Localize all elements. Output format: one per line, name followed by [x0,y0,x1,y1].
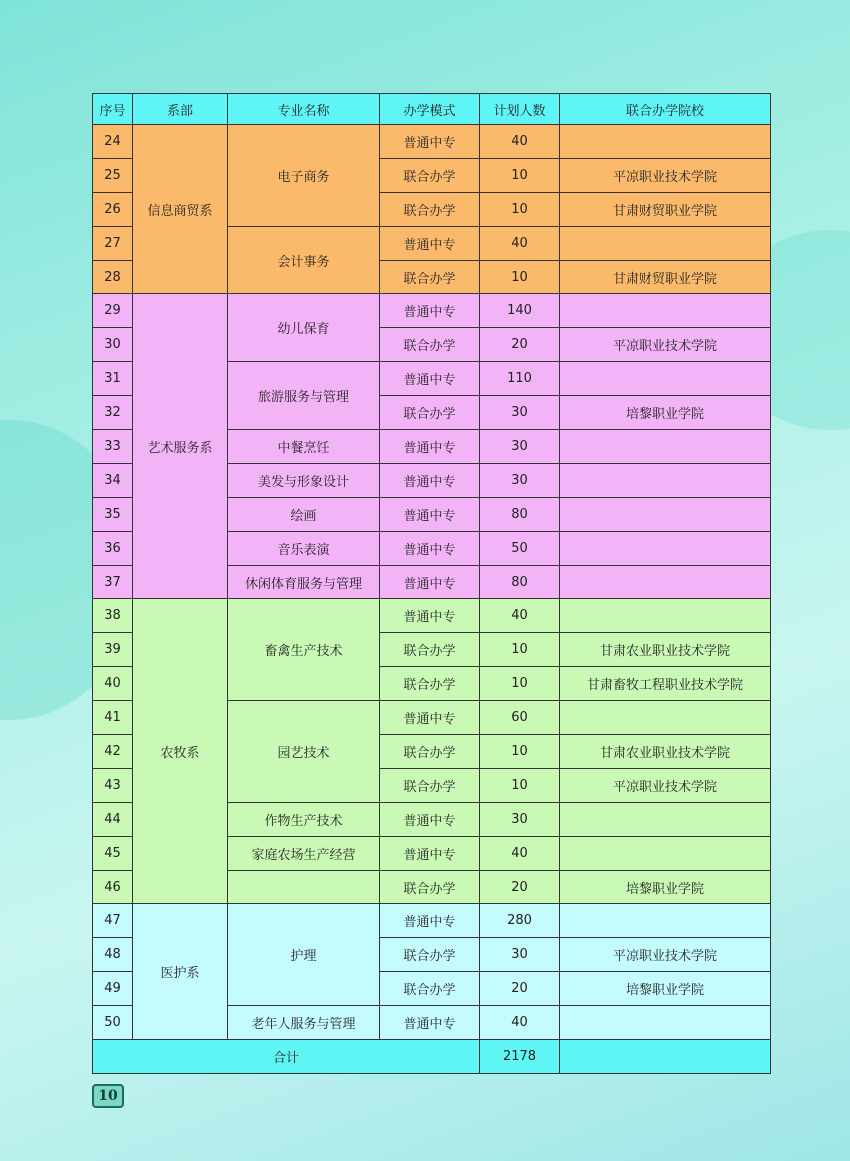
count-cell: 30 [480,938,560,972]
major-cell-empty [228,870,380,904]
total-count: 2178 [480,1040,560,1074]
partner-cell [560,599,771,633]
partner-cell: 甘肃农业职业技术学院 [560,633,771,667]
major-cell: 畜禽生产技术 [228,599,380,701]
count-cell: 10 [480,192,560,226]
count-cell: 20 [480,972,560,1006]
count-cell: 10 [480,667,560,701]
mode-cell: 联合办学 [380,158,480,192]
enrollment-plan-table [92,93,771,1074]
major-cell: 幼儿保育 [228,294,380,362]
major-cell: 休闲体育服务与管理 [228,565,380,599]
count-cell: 10 [480,735,560,769]
count-cell: 60 [480,701,560,735]
partner-cell [560,531,771,565]
header-cell: 序号 [93,94,133,125]
mode-cell: 普通中专 [380,226,480,260]
header-cell: 办学模式 [380,94,480,125]
row-number: 42 [93,735,133,769]
major-cell: 护理 [228,904,380,1006]
count-cell: 10 [480,260,560,294]
partner-cell [560,430,771,464]
major-cell: 绘画 [228,497,380,531]
partner-cell: 培黎职业学院 [560,396,771,430]
row-number: 31 [93,362,133,396]
count-cell: 280 [480,904,560,938]
count-cell: 40 [480,836,560,870]
mode-cell: 联合办学 [380,768,480,802]
total-label: 合计 [93,1040,480,1074]
row-number: 35 [93,497,133,531]
row-number: 37 [93,565,133,599]
mode-cell: 联合办学 [380,633,480,667]
partner-cell [560,362,771,396]
major-cell: 老年人服务与管理 [228,1006,380,1040]
count-cell: 80 [480,497,560,531]
count-cell: 140 [480,294,560,328]
row-number: 27 [93,226,133,260]
table-header-row [93,94,771,125]
partner-cell: 平凉职业技术学院 [560,938,771,972]
partner-cell [560,294,771,328]
partner-cell [560,565,771,599]
mode-cell: 联合办学 [380,260,480,294]
row-number: 43 [93,768,133,802]
department-cell: 农牧系 [133,599,228,904]
count-cell: 80 [480,565,560,599]
partner-cell [560,701,771,735]
mode-cell: 联合办学 [380,972,480,1006]
mode-cell: 联合办学 [380,328,480,362]
partner-cell [560,904,771,938]
department-cell: 信息商贸系 [133,125,228,294]
mode-cell: 联合办学 [380,667,480,701]
table-row [93,904,771,938]
header-cell: 系部 [133,94,228,125]
table-row [93,599,771,633]
row-number: 34 [93,463,133,497]
mode-cell: 普通中专 [380,836,480,870]
total-row [93,1040,771,1074]
row-number: 50 [93,1006,133,1040]
partner-cell: 培黎职业学院 [560,870,771,904]
partner-cell [560,497,771,531]
department-cell: 艺术服务系 [133,294,228,599]
row-number: 47 [93,904,133,938]
department-cell: 医护系 [133,904,228,1040]
count-cell: 30 [480,396,560,430]
mode-cell: 普通中专 [380,362,480,396]
partner-cell [560,463,771,497]
count-cell: 110 [480,362,560,396]
partner-cell: 甘肃农业职业技术学院 [560,735,771,769]
mode-cell: 联合办学 [380,938,480,972]
mode-cell: 普通中专 [380,463,480,497]
mode-cell: 普通中专 [380,497,480,531]
major-cell: 电子商务 [228,125,380,227]
major-cell: 音乐表演 [228,531,380,565]
partner-cell [560,125,771,159]
header-cell: 专业名称 [228,94,380,125]
count-cell: 40 [480,226,560,260]
partner-cell: 平凉职业技术学院 [560,158,771,192]
count-cell: 10 [480,158,560,192]
mode-cell: 普通中专 [380,802,480,836]
row-number: 38 [93,599,133,633]
row-number: 26 [93,192,133,226]
mode-cell: 普通中专 [380,599,480,633]
header-cell: 联合办学院校 [560,94,771,125]
row-number: 25 [93,158,133,192]
count-cell: 50 [480,531,560,565]
row-number: 32 [93,396,133,430]
mode-cell: 普通中专 [380,1006,480,1040]
mode-cell: 普通中专 [380,904,480,938]
mode-cell: 联合办学 [380,192,480,226]
count-cell: 10 [480,768,560,802]
major-cell: 旅游服务与管理 [228,362,380,430]
partner-cell: 甘肃财贸职业学院 [560,260,771,294]
mode-cell: 普通中专 [380,125,480,159]
table-row [93,125,771,159]
row-number: 29 [93,294,133,328]
total-partner [560,1040,771,1074]
mode-cell: 普通中专 [380,531,480,565]
row-number: 33 [93,430,133,464]
count-cell: 20 [480,328,560,362]
row-number: 39 [93,633,133,667]
row-number: 36 [93,531,133,565]
mode-cell: 普通中专 [380,294,480,328]
partner-cell: 培黎职业学院 [560,972,771,1006]
partner-cell [560,836,771,870]
mode-cell: 联合办学 [380,396,480,430]
row-number: 46 [93,870,133,904]
header-cell: 计划人数 [480,94,560,125]
row-number: 44 [93,802,133,836]
mode-cell: 普通中专 [380,701,480,735]
row-number: 49 [93,972,133,1006]
mode-cell: 联合办学 [380,735,480,769]
partner-cell [560,802,771,836]
count-cell: 30 [480,463,560,497]
major-cell: 园艺技术 [228,701,380,803]
major-cell: 美发与形象设计 [228,463,380,497]
count-cell: 10 [480,633,560,667]
count-cell: 30 [480,802,560,836]
row-number: 24 [93,125,133,159]
major-cell: 作物生产技术 [228,802,380,836]
count-cell: 40 [480,1006,560,1040]
mode-cell: 联合办学 [380,870,480,904]
row-number: 28 [93,260,133,294]
partner-cell: 甘肃畜牧工程职业技术学院 [560,667,771,701]
row-number: 45 [93,836,133,870]
partner-cell: 平凉职业技术学院 [560,328,771,362]
count-cell: 20 [480,870,560,904]
partner-cell [560,1006,771,1040]
table-row [93,294,771,328]
enrollment-plan-table-container [92,93,771,1074]
count-cell: 40 [480,125,560,159]
partner-cell [560,226,771,260]
row-number: 48 [93,938,133,972]
major-cell: 会计事务 [228,226,380,294]
mode-cell: 普通中专 [380,565,480,599]
count-cell: 40 [480,599,560,633]
major-cell: 中餐烹饪 [228,430,380,464]
row-number: 30 [93,328,133,362]
partner-cell: 甘肃财贸职业学院 [560,192,771,226]
partner-cell: 平凉职业技术学院 [560,768,771,802]
row-number: 40 [93,667,133,701]
major-cell: 家庭农场生产经营 [228,836,380,870]
row-number: 41 [93,701,133,735]
mode-cell: 普通中专 [380,430,480,464]
page-number: 10 [92,1084,124,1108]
count-cell: 30 [480,430,560,464]
